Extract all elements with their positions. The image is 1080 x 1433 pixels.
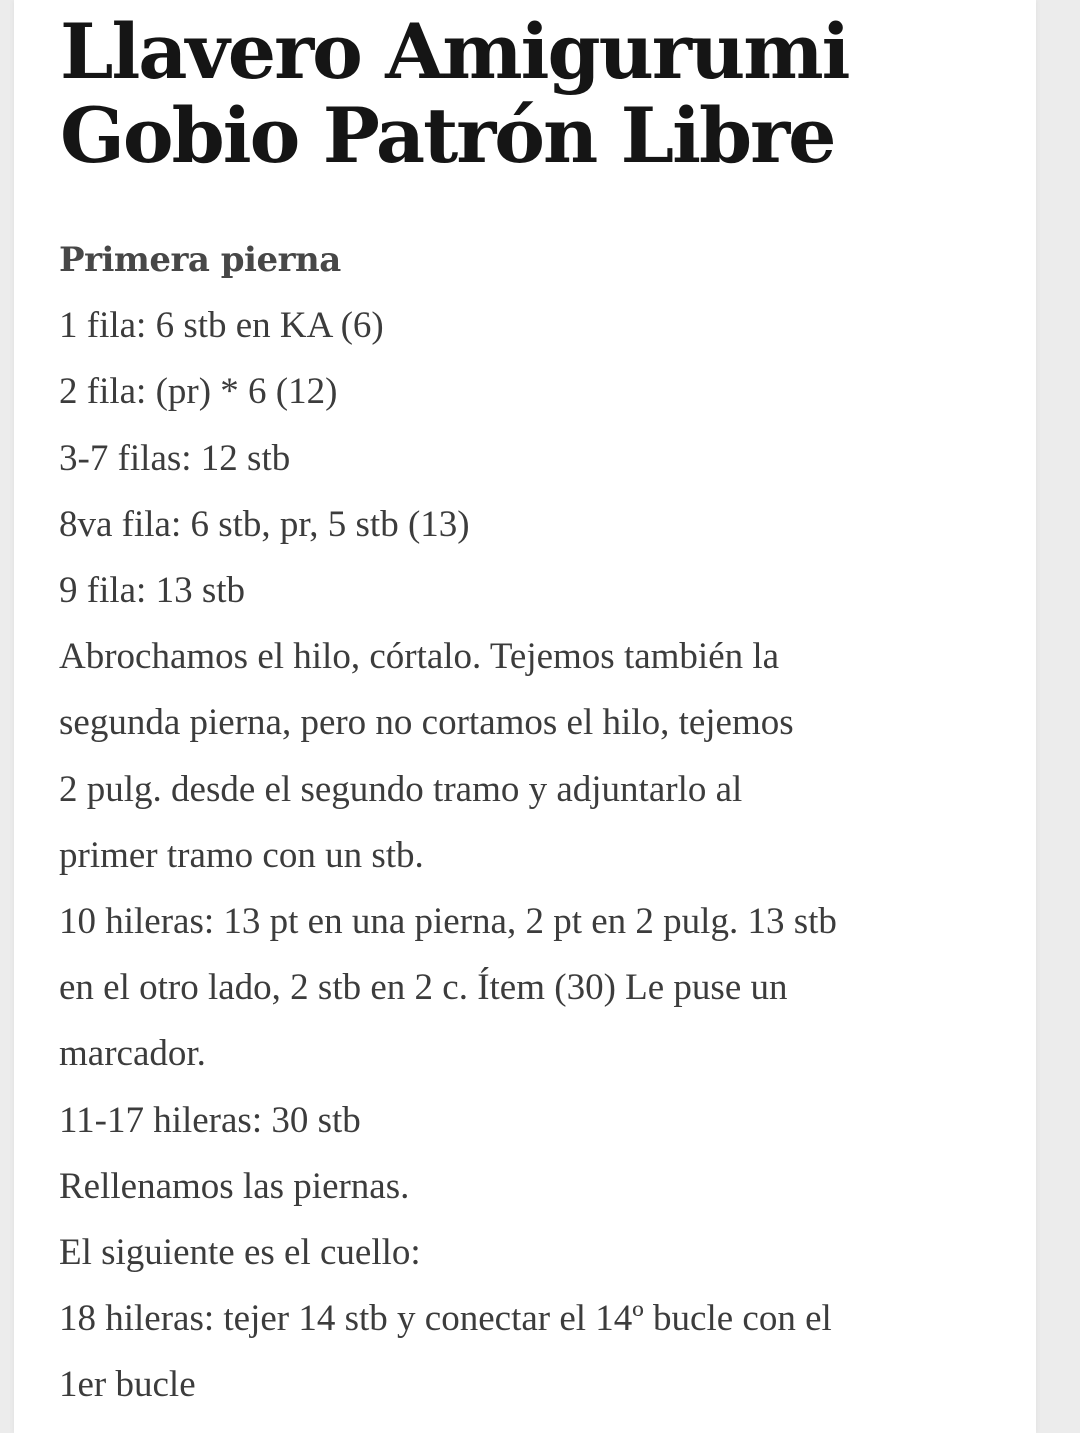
instruction-line: 8va fila: 6 stb, pr, 5 stb (13) xyxy=(59,503,470,545)
instruction-line: 18 hileras: tejer 14 stb y conectar el 14º bucle con el xyxy=(59,1298,832,1340)
instruction-line: 1 fila: 6 stb en KA (6) xyxy=(59,305,384,347)
instruction-line: primer tramo con un stb. xyxy=(59,834,424,876)
instruction-line: 2 pulg. desde el segundo tramo y adjuntarlo al xyxy=(59,768,743,810)
instruction-line: 11-17 hileras: 30 stb xyxy=(59,1099,361,1141)
instruction-line: 10 hileras: 13 pt en una pierna, 2 pt en 2 pulg. 13 stb xyxy=(59,901,837,943)
instruction-line: Abrochamos el hilo, córtalo. Tejemos también la xyxy=(59,636,780,678)
instruction-line: segunda pierna, pero no cortamos el hilo, tejemos xyxy=(59,702,794,744)
instruction-line: 3-7 filas: 12 stb xyxy=(59,437,291,479)
article-title-line-2: Gobio Patrón Libre xyxy=(60,91,835,180)
instruction-line: 9 fila: 13 stb xyxy=(59,570,246,612)
instruction-line: marcador. xyxy=(59,1033,206,1075)
section-heading: Primera pierna xyxy=(59,240,341,280)
instruction-line: Rellenamos las piernas. xyxy=(59,1165,410,1207)
instruction-line: 2 fila: (pr) * 6 (12) xyxy=(59,371,338,413)
instruction-line: 1er bucle xyxy=(59,1364,196,1406)
instruction-line: en el otro lado, 2 stb en 2 c. Ítem (30) Le puse un xyxy=(59,967,788,1009)
article-title xyxy=(60,7,849,180)
article-page xyxy=(14,0,1036,1433)
pattern-instructions xyxy=(59,227,1019,1419)
instruction-line: El siguiente es el cuello: xyxy=(59,1232,421,1274)
article-title-line-1: Llavero Amigurumi xyxy=(60,7,849,96)
